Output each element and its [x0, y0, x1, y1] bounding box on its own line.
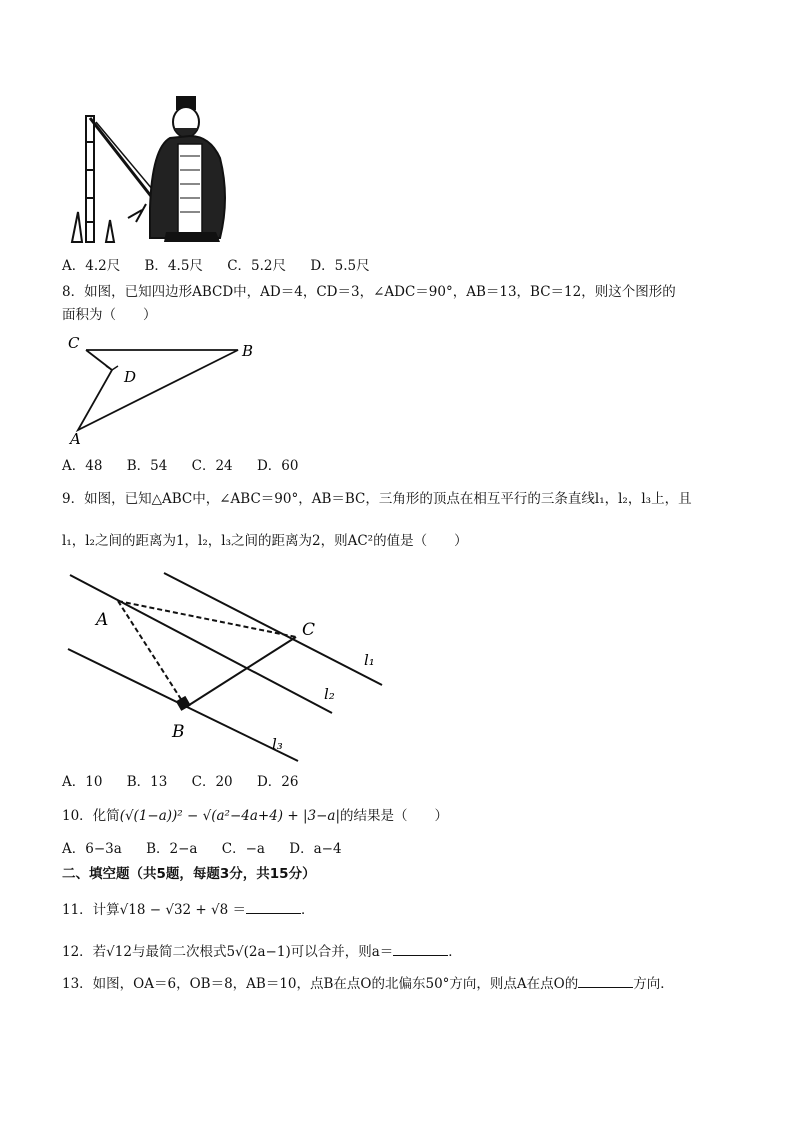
q9-option-d: D．26	[256, 774, 299, 790]
q10-option-b: B．2−a	[146, 841, 198, 857]
q12-answer-blank[interactable]	[393, 941, 448, 956]
q7-option-d: D．5.5尺	[310, 258, 370, 274]
q9-parallel-lines-figure	[62, 565, 392, 765]
figure-bamboo-illustration	[66, 92, 238, 252]
q8-label-b: B	[242, 342, 254, 360]
q8-label-d: D	[124, 368, 137, 386]
q9-label-l3: l₃	[272, 735, 283, 753]
q13-question	[62, 973, 674, 994]
q8-question-line1: 8．如图，已知四边形ABCD中，AD＝4，CD＝3，∠ADC＝90°，AB＝13，BC＝12，则这个图形的	[62, 284, 676, 300]
q10-prefix: 10．化简	[62, 808, 120, 824]
q10-option-a: A．6−3a	[62, 841, 122, 857]
q8-option-c: C．24	[191, 458, 233, 474]
q13-end: 方向．	[633, 976, 674, 992]
q9-option-a: A．10	[62, 774, 103, 790]
q8-option-a: A．48	[62, 458, 103, 474]
q9-label-l1: l₁	[364, 651, 375, 669]
q12-text: 12．若√12与最简二次根式5√(2a−1)可以合并，则a＝	[62, 944, 394, 960]
q9-option-b: B．13	[126, 774, 168, 790]
q7-options	[62, 256, 390, 276]
q12-question	[62, 941, 462, 962]
q8-options	[62, 456, 318, 476]
q9-label-l2: l₂	[324, 685, 335, 703]
q8-label-c: C	[68, 334, 80, 352]
q11-answer-blank[interactable]	[246, 899, 301, 914]
q11-end: ．	[301, 902, 315, 918]
q9-option-c: C．20	[191, 774, 233, 790]
q8-option-d: D．60	[256, 458, 299, 474]
section-heading-fill-in: 二、填空题（共5题，每题3分，共15分）	[62, 866, 316, 882]
q10-question	[62, 806, 448, 826]
q9-options	[62, 772, 318, 792]
q9-question-line2: l₁，l₂之间的距离为1，l₂，l₃之间的距离为2，则AC²的值是（ ）	[62, 533, 468, 549]
q11-question	[62, 899, 315, 920]
q8-quadrilateral-figure	[62, 330, 262, 450]
q9-label-b: B	[172, 722, 185, 742]
q8-question-line2: 面积为（ ）	[62, 307, 157, 323]
q9-question-line1: 9．如图，已知△ABC中，∠ABC＝90°，AB＝BC，三角形的顶点在相互平行的三条直线l₁，l₂，l₃上，且	[62, 491, 692, 507]
q9-label-c: C	[302, 620, 316, 640]
q7-option-c: C．5.2尺	[227, 258, 287, 274]
q10-expression: (√(1−a))² − √(a²−4a+4) + |3−a|	[119, 808, 340, 824]
q7-option-b: B．4.5尺	[144, 258, 203, 274]
q11-text: 11．计算√18 − √32 + √8 ＝	[62, 902, 247, 918]
q13-text: 13．如图，OA＝6，OB＝8，AB＝10，点B在点O的北偏东50°方向，则点A在点O的	[62, 976, 579, 992]
q10-option-d: D．a−4	[289, 841, 342, 857]
q10-option-c: C．−a	[221, 841, 265, 857]
q12-end: ．	[448, 944, 462, 960]
q8-option-b: B．54	[126, 458, 168, 474]
q13-answer-blank[interactable]	[578, 973, 633, 988]
q9-label-a: A	[96, 610, 109, 630]
q10-suffix: 的结果是（ ）	[340, 808, 448, 824]
q10-options	[62, 839, 362, 859]
q8-label-a: A	[70, 430, 81, 448]
q7-option-a: A．4.2尺	[62, 258, 121, 274]
